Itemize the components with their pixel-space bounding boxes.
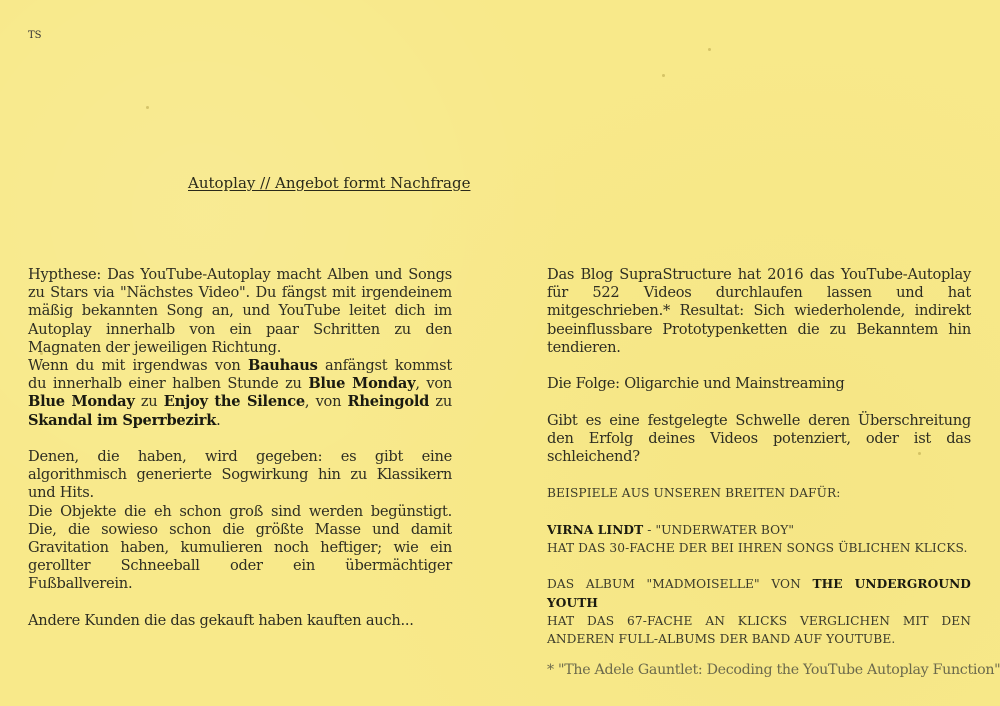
song-blue-monday: Blue Monday xyxy=(308,375,416,393)
paper-speck xyxy=(146,106,149,109)
threshold-question-paragraph: Gibt es eine festgelegte Schwelle deren Überschreitung den Erfolg deines Videos potenziert, oder ist das schleichend? xyxy=(547,411,971,465)
song-enjoy-the-silence: Enjoy the Silence xyxy=(163,393,305,411)
hypothesis-paragraph: Hypthese: Das YouTube-Autoplay macht Alben und Songs zu Stars via "Nächstes Video". Du fängst mit irgendeinem mäßig bekannten Song an, und YouTube leitet dich im Autoplay innerhalb von ein paar Schritten zu den Magnaten der jeweiligen Richtung. xyxy=(28,266,452,356)
band-rheingold: Rheingold xyxy=(347,393,430,411)
spacer xyxy=(547,503,971,521)
spacer xyxy=(547,557,971,575)
consequence-paragraph: Die Folge: Oligarchie und Mainstreaming xyxy=(547,375,845,393)
song-blue-monday: Blue Monday xyxy=(28,393,135,411)
right-column xyxy=(547,266,971,648)
song-skandal-im-sperrbezirk: Skandal im Sperrbezirk xyxy=(28,411,217,429)
suprastructure-paragraph: Das Blog SupraStructure hat 2016 das YouTube-Autoplay für 522 Videos durchlaufen lassen und hat mitgeschrieben.* Resultat: Sich wiederholende, indirekt beeinflussbare Prototypenketten die zu Bekanntem hin tendieren. xyxy=(547,266,971,356)
artist-virna-lindt: VIRNA LINDT xyxy=(547,522,644,537)
gravitation-paragraph: Die Objekte die eh schon groß sind werden begünstigt. Die, die sowieso schon die größte Masse und damit Gravitation haben, kumulieren noch heftiger; wie ein gerollter Schneeball oder ein übermächtiger Fußballverein. xyxy=(28,502,452,593)
paper-speck xyxy=(662,74,665,77)
spacer xyxy=(547,393,971,411)
spacer xyxy=(28,594,452,612)
sogwirkung-paragraph: Denen, die haben, wird gegeben: es gibt eine algorithmisch generierte Sogwirkung hin zu Klassikern und Hits. xyxy=(28,448,452,502)
example-virna-lindt-desc: HAT DAS 30-FACHE DER BEI IHREN SONGS ÜBLICHEN KLICKS. xyxy=(547,540,968,555)
example-virna-lindt: VIRNA LINDT - "UNDERWATER BOY" HAT DAS 30-FACHE DER BEI IHREN SONGS ÜBLICHEN KLICKS. xyxy=(547,522,968,555)
paper-speck xyxy=(708,48,711,51)
artist-the-underground-youth: THE UNDERGROUND YOUTH xyxy=(547,577,971,610)
band-bauhaus: Bauhaus xyxy=(248,357,318,375)
song-underwater-boy: "UNDERWATER BOY" xyxy=(655,522,795,537)
example-chain-paragraph: Wenn du mit irgendwas von Bauhaus anfängst kommst du innerhalb einer halben Stunde zu Blue Monday, von Blue Monday zu Enjoy the Silence, von Rheingold zu Skandal im Sperrbezirk. xyxy=(28,357,452,429)
spacer xyxy=(547,466,971,484)
example-underground-youth: DAS ALBUM "MADMOISELLE" VON THE UNDERGROUND YOUTH HAT DAS 67-FACHE AN KLICKS VERGLICHEN MIT DEN ANDEREN FULL-ALBUMS DER BAND AUF YOUTUBE. xyxy=(547,577,971,646)
spacer xyxy=(28,430,452,448)
left-column xyxy=(28,266,452,630)
page-title: Autoplay // Angebot formt Nachfrage xyxy=(188,174,471,192)
footnote: * "The Adele Gauntlet: Decoding the YouTube Autoplay Function" xyxy=(547,662,1000,678)
example-underground-youth-desc: HAT DAS 67-FACHE AN KLICKS VERGLICHEN MIT DEN ANDEREN FULL-ALBUMS DER BAND AUF YOUTUBE. xyxy=(547,613,971,646)
corner-mark: TS xyxy=(28,30,42,41)
examples-heading: BEISPIELE AUS UNSEREN BREITEN DAFÜR: xyxy=(547,486,841,501)
andere-kunden-paragraph: Andere Kunden die das gekauft haben kauften auch... xyxy=(28,611,414,629)
spacer xyxy=(547,357,971,375)
